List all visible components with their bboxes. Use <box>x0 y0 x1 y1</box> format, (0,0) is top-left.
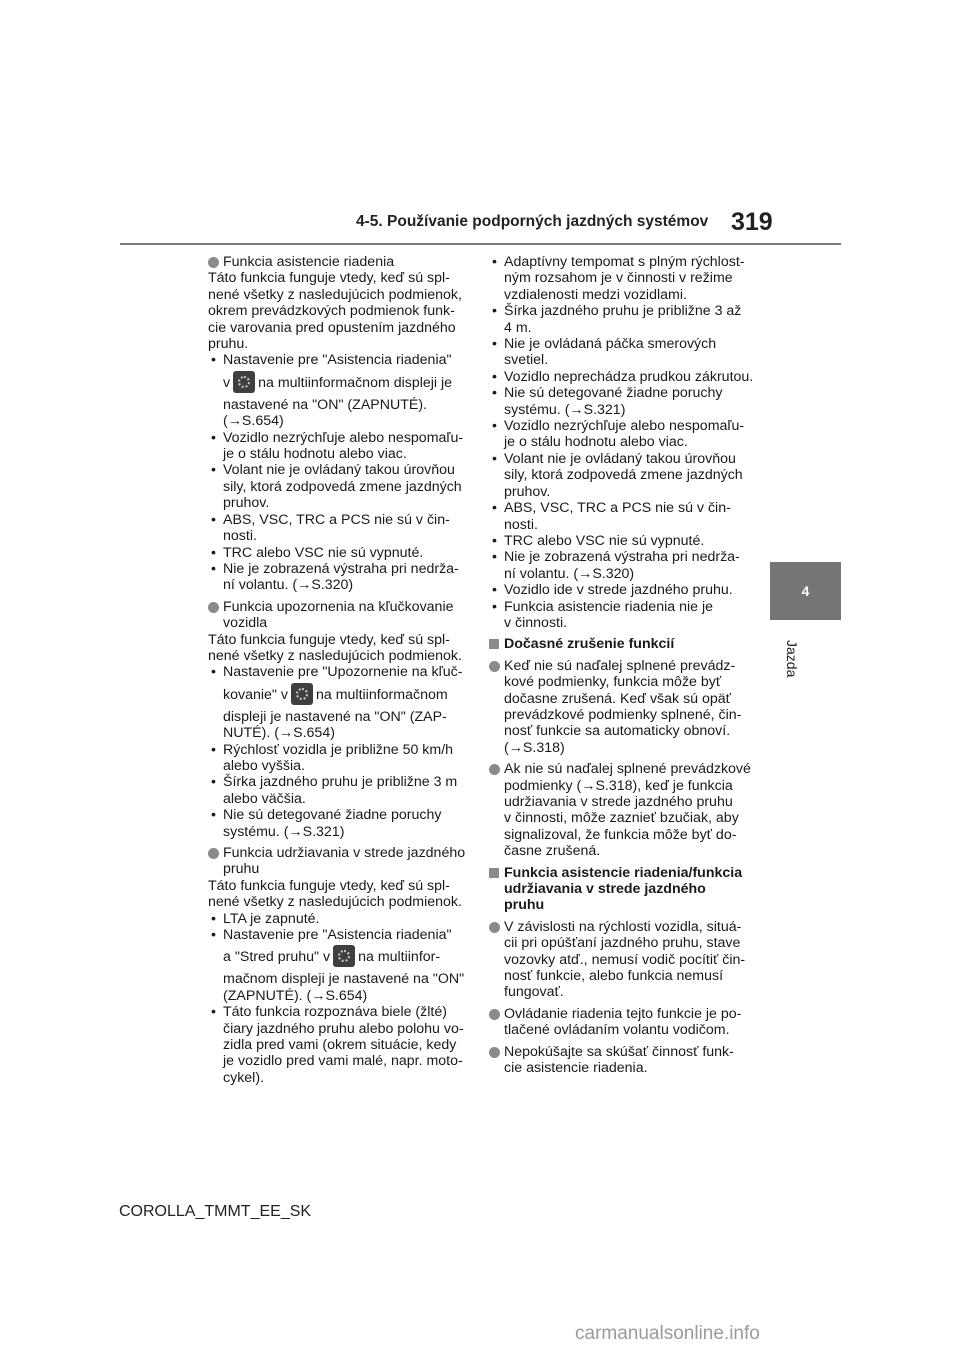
list-item: • Rýchlosť vozidla je približne 50 km/h alebo vyššia. <box>208 742 488 775</box>
bullet-circle-icon <box>489 922 500 933</box>
section-heading <box>208 599 488 632</box>
list-item-text: Nastavenie pre "Asistencia riadenia" <box>223 927 452 944</box>
list-item-continuation: nastavené na "ON" (ZAPNUTÉ). (→S.654) <box>223 396 428 430</box>
list-item-text: Vozidlo neprechádza prudkou zákrutou. <box>504 368 754 385</box>
bullet-square-icon <box>489 639 499 649</box>
list-item: • Nie je zobrazená výstraha pri nedrža- ní volantu. (→S.320) <box>489 549 761 582</box>
bullet-circle-icon <box>489 1009 500 1020</box>
list-item: • Volant nie je ovládaný takou úrovňou sily, ktorá zodpovedá zmene jazdných pruhov. <box>489 451 761 500</box>
note-item <box>489 1006 761 1039</box>
right-column <box>489 254 761 1077</box>
list-item-text: LTA je zapnuté. <box>223 910 320 927</box>
list-item: • Šírka jazdného pruhu je približne 3 až 4 m. <box>489 303 761 336</box>
inline-text: v <box>223 374 231 391</box>
subsection-heading <box>489 865 761 914</box>
list-item <box>489 582 761 598</box>
bullet-circle-icon <box>208 257 219 268</box>
bullet-circle-icon <box>489 1047 500 1058</box>
heading-text: Funkcia asistencie riadenia <box>223 254 395 270</box>
list-item: • Funkcia asistencie riadenia nie je v činnosti. <box>489 599 761 632</box>
bullet-circle-icon <box>208 848 219 859</box>
list-item <box>489 533 761 549</box>
list-item: • Volant nie je ovládaný takou úrovňou sily, ktorá zodpovedá zmene jazdných pruhov. <box>208 462 488 511</box>
inline-text: na multiinfor- <box>358 949 441 966</box>
chapter-tab <box>770 562 841 620</box>
heading-text: Funkcia upozornenia na kľučkovanie vozidla <box>223 598 454 632</box>
list-item-continuation <box>208 943 488 971</box>
list-item-continuation <box>208 681 488 709</box>
note-text: Ak nie sú naďalej splnené prevádzkové podmienky (→S.318), keď je funkcia udržiavania v strede jazdného pruhu v činnosti, môže zaznieť bzučiak, aby signalizoval, že funkcia môže byť do- časne zrušená. <box>504 761 751 860</box>
bullet-square-icon <box>489 868 499 878</box>
list-item: • Vozidlo nezrýchľuje alebo nespomaľu- je o stálu hodnotu alebo viac. <box>208 430 488 463</box>
inline-text: a "Stred pruhu" v <box>223 949 331 966</box>
list-item-continuation <box>208 369 488 397</box>
settings-gear-icon <box>291 683 313 705</box>
section-heading <box>208 845 488 878</box>
list-item: • Nie je ovládaná páčka smerových svetiel. <box>489 336 761 369</box>
subsection-heading <box>489 636 761 652</box>
list-item-text: Nastavenie pre "Upozornenie na kľuč- <box>223 664 463 681</box>
settings-gear-icon <box>233 371 255 393</box>
heading-text: Dočasné zrušenie funkcií <box>504 636 675 653</box>
document-id: COROLLA_TMMT_EE_SK <box>119 1203 312 1220</box>
list-item: • Nie je zobrazená výstraha pri nedrža- ní volantu. (→S.320) <box>208 561 488 594</box>
note-item <box>489 761 761 859</box>
chapter-label <box>780 640 820 700</box>
list-item: • ABS, VSC, TRC a PCS nie sú v čin- nosti. <box>208 512 488 545</box>
list-item-text: Nastavenie pre "Asistencia riadenia" <box>223 352 452 369</box>
paragraph: Táto funkcia funguje vtedy, keď sú spl- nené všetky z nasledujúcich podmienok. <box>208 877 462 911</box>
note-text: Ovládanie riadenia tejto funkcie je po- tlačené ovládaním volantu vodičom. <box>504 1005 742 1039</box>
list-item: • Táto funkcia rozpoznáva biele (žlté) čiary jazdného pruhu alebo polohu vo- zidla pred vami (okrem situácie, kedy je vozidlo pred vami malé, napr. moto- cykel). <box>208 1004 488 1086</box>
paragraph: Táto funkcia funguje vtedy, keď sú spl- nené všetky z nasledujúcich podmienok, okrem prevádzkových podmienok funk- cie varovania pred opustením jazdného pruhu. <box>208 270 462 353</box>
list-item <box>489 369 761 385</box>
bullet-circle-icon <box>489 661 500 672</box>
section-title: 4-5. Používanie podporných jazdných systémov <box>356 213 709 230</box>
list-item: • Adaptívny tempomat s plným rýchlost- ným rozsahom je v činnosti v režime vzdialenosti medzi vozidlami. <box>489 254 761 303</box>
inline-text: kovanie" v <box>223 686 288 703</box>
list-item-text: TRC alebo VSC nie sú vypnuté. <box>504 532 705 549</box>
list-item <box>208 911 488 927</box>
inline-text: na multiinformačnom displeji je <box>258 374 453 391</box>
list-item <box>208 927 488 943</box>
watermark: carmanualsonline.info <box>575 1323 760 1344</box>
paragraph: Táto funkcia funguje vtedy, keď sú spl- nené všetky z nasledujúcich podmienok. <box>208 631 462 664</box>
bullet-circle-icon <box>489 764 500 775</box>
note-item <box>489 1044 761 1077</box>
list-item <box>208 545 488 561</box>
list-item: • Nie sú detegované žiadne poruchy systému. (→S.321) <box>489 385 761 418</box>
section-heading <box>208 254 488 270</box>
note-text: V závislosti na rýchlosti vozidla, situá- cii pri opúšťaní jazdného pruhu, stave vozovky atď., nemusí vodič pocítiť čin- nosť funkcie, alebo funkcia nemusí fungovať. <box>504 918 746 1001</box>
chapter-tab-number: 4 <box>801 583 810 599</box>
note-text: Keď nie sú naďalej splnené prevádz- kové podmienky, funkcia môže byť dočasne zrušená. Keď však sú opäť prevádzkové podmienky splnené, čin- nosť funkcie sa automaticky obnoví. (→S.318) <box>504 657 742 756</box>
list-item: • Vozidlo nezrýchľuje alebo nespomaľu- je o stálu hodnotu alebo viac. <box>489 418 761 451</box>
list-item: • Šírka jazdného pruhu je približne 3 m alebo väčšia. <box>208 774 488 807</box>
note-item <box>489 658 761 756</box>
list-item-text: TRC alebo VSC nie sú vypnuté. <box>223 544 424 561</box>
heading-text: Funkcia udržiavania v strede jazdného pruhu <box>223 845 466 878</box>
list-item-text: Vozidlo ide v strede jazdného pruhu. <box>504 582 733 599</box>
page-number: 319 <box>731 208 773 236</box>
header-divider <box>120 243 841 245</box>
bullet-circle-icon <box>208 602 219 613</box>
list-item-continuation: displeji je nastavené na "ON" (ZAP- NUTÉ). (→S.654) <box>223 708 447 742</box>
settings-gear-icon <box>333 945 355 967</box>
list-item: • ABS, VSC, TRC a PCS nie sú v čin- nosti. <box>489 500 761 533</box>
chapter-label-text: Jazda <box>784 640 800 678</box>
left-column <box>208 254 488 1086</box>
list-item <box>208 352 488 368</box>
heading-text: Funkcia asistencie riadenia/funkcia udržiavania v strede jazdného pruhu <box>504 864 743 914</box>
inline-text: na multiinformačnom <box>315 686 448 703</box>
list-item-continuation: mačnom displeji je nastavené na "ON" (ZAPNUTÉ). (→S.654) <box>223 971 465 1004</box>
list-item <box>208 664 488 680</box>
list-item: • Nie sú detegované žiadne poruchy systému. (→S.321) <box>208 807 488 840</box>
note-item <box>489 919 761 1001</box>
note-text: Nepokúšajte sa skúšať činnosť funk- cie asistencie riadenia. <box>504 1043 734 1077</box>
